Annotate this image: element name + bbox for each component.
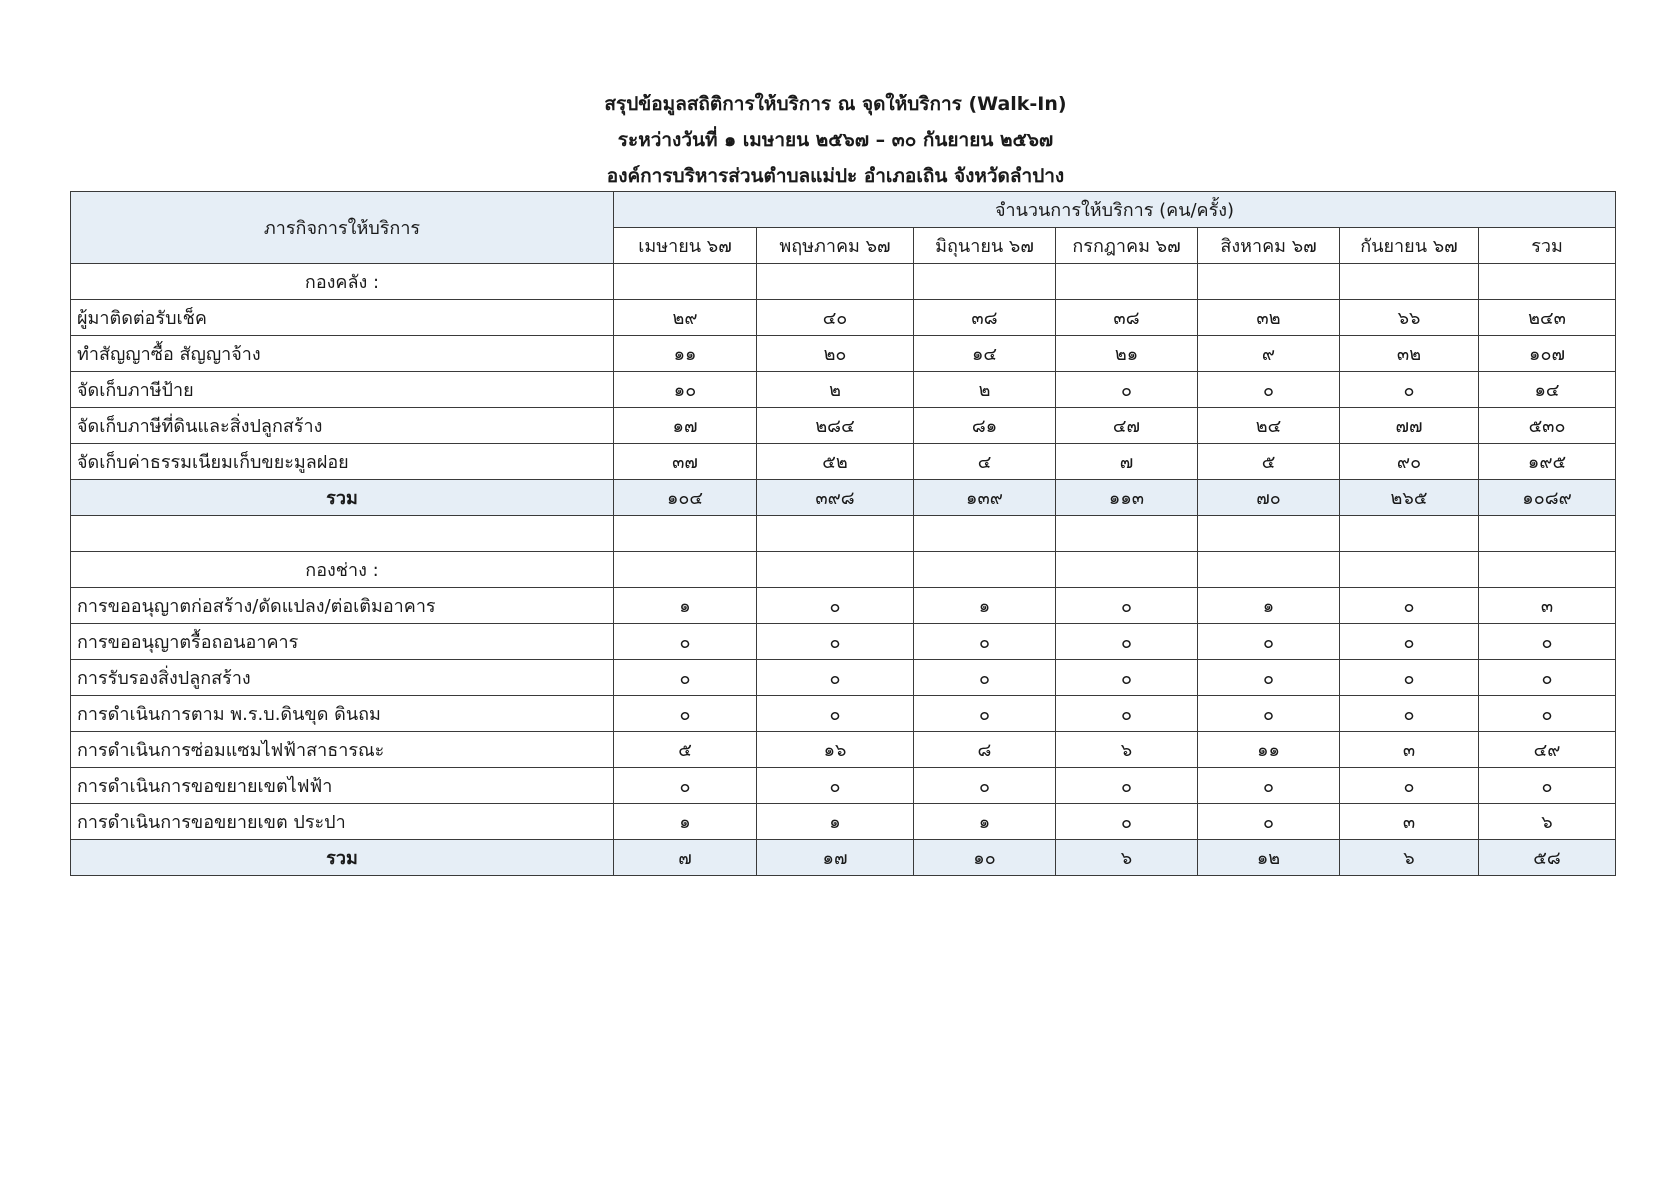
table-row [71,768,1616,804]
service-count-cell: ๐ [1340,372,1479,408]
service-count-cell: ๑ [757,804,914,840]
service-count-cell: ๐ [1056,768,1198,804]
section-total-cell: ๓๙๘ [757,480,914,516]
service-count-cell: ๐ [614,768,757,804]
activity-name: การขออนุญาตก่อสร้าง/ดัดแปลง/ต่อเติมอาคาร [71,588,614,624]
service-count-cell: ๒ [914,372,1056,408]
service-count-cell: ๘ [914,732,1056,768]
service-count-cell: ๔ [914,444,1056,480]
service-count-cell: ๐ [1056,804,1198,840]
section-total-row [71,480,1616,516]
service-count-cell: ๐ [1056,696,1198,732]
section-total-cell: ๕๘ [1479,840,1616,876]
service-count-cell: ๓ [1340,732,1479,768]
empty-cell [914,552,1056,588]
section-total-cell: ๗๐ [1198,480,1340,516]
service-count-cell: ๓ [1340,804,1479,840]
service-count-cell: ๑๔ [1479,372,1616,408]
service-count-cell: ๓๗ [614,444,757,480]
service-count-cell: ๒๔๓ [1479,300,1616,336]
section-total-cell: ๑๓๙ [914,480,1056,516]
report-title-line-3: องค์การบริหารส่วนตำบลแม่ปะ อำเภอเถิน จังหวัดลำปาง [606,165,1065,187]
section-total-cell: ๑๐ [914,840,1056,876]
service-count-cell: ๙๐ [1340,444,1479,480]
service-count-cell: ๐ [1340,588,1479,624]
service-count-cell: ๐ [1198,768,1340,804]
service-count-cell: ๐ [1056,660,1198,696]
finance-section-row [71,264,1616,300]
table-row [71,624,1616,660]
service-count-cell: ๗๗ [1340,408,1479,444]
section-total-cell: ๖ [1340,840,1479,876]
service-count-cell: ๘๑ [914,408,1056,444]
service-count-cell: ๓ [1479,588,1616,624]
service-count-cell: ๐ [1056,624,1198,660]
service-count-cell: ๐ [757,624,914,660]
section-total-cell: ๑๗ [757,840,914,876]
service-count-cell: ๐ [1198,804,1340,840]
activity-name: ผู้มาติดต่อรับเช็ค [71,300,614,336]
section-total-cell: ๒๖๕ [1340,480,1479,516]
service-count-cell: ๒๘๔ [757,408,914,444]
service-count-cell: ๐ [1198,660,1340,696]
empty-cell [614,552,757,588]
service-count-cell: ๐ [614,696,757,732]
empty-cell [757,552,914,588]
service-count-cell: ๑๗ [614,408,757,444]
activity-name: การดำเนินการซ่อมแซมไฟฟ้าสาธารณะ [71,732,614,768]
service-count-cell: ๕๒ [757,444,914,480]
activity-name: การดำเนินการขอขยายเขตไฟฟ้า [71,768,614,804]
empty-cell [1056,264,1198,300]
service-count-cell: ๖ [1056,732,1198,768]
activity-name: จัดเก็บภาษีป้าย [71,372,614,408]
empty-cell [757,516,914,552]
empty-cell [1479,264,1616,300]
service-count-cell: ๐ [614,624,757,660]
service-count-cell: ๓๘ [1056,300,1198,336]
section-total-cell: ๑๐๔ [614,480,757,516]
spacer-row [71,516,1616,552]
section-total-cell: ๖ [1056,840,1198,876]
service-count-cell: ๐ [1479,624,1616,660]
activity-name: ทำสัญญาซื้อ สัญญาจ้าง [71,336,614,372]
table-row [71,696,1616,732]
table-row [71,588,1616,624]
service-count-cell: ๔๐ [757,300,914,336]
service-count-cell: ๓๒ [1340,336,1479,372]
service-count-cell: ๑๙๕ [1479,444,1616,480]
service-count-cell: ๐ [757,588,914,624]
service-count-cell: ๑ [614,588,757,624]
empty-cell [1198,516,1340,552]
service-count-cell: ๐ [1056,588,1198,624]
service-count-cell: ๑๐ [614,372,757,408]
service-count-cell: ๑ [1198,588,1340,624]
service-count-cell: ๐ [914,768,1056,804]
empty-cell [614,264,757,300]
service-count-cell: ๒๙ [614,300,757,336]
service-count-cell: ๐ [1340,624,1479,660]
service-count-cell: ๑๔ [914,336,1056,372]
table-row [71,732,1616,768]
table-row [71,300,1616,336]
engineering-section-row [71,552,1616,588]
service-count-cell: ๐ [1479,696,1616,732]
service-count-cell: ๑๐๗ [1479,336,1616,372]
empty-cell [1198,264,1340,300]
service-count-cell: ๕ [1198,444,1340,480]
service-count-header: จำนวนการให้บริการ (คน/ครั้ง) [614,192,1616,228]
service-count-cell: ๐ [1340,660,1479,696]
service-count-cell: ๖๖ [1340,300,1479,336]
finance-section-label: กองคลัง : [71,264,614,300]
service-count-cell: ๕ [614,732,757,768]
service-count-cell: ๐ [914,696,1056,732]
empty-cell [614,516,757,552]
report-title-line-1: สรุปข้อมูลสถิติการให้บริการ ณ จุดให้บริการ (Walk-In) [604,93,1067,115]
service-count-cell: ๐ [1056,372,1198,408]
empty-cell [1056,516,1198,552]
empty-cell [1340,264,1479,300]
service-count-cell: ๑๖ [757,732,914,768]
service-count-cell: ๐ [1340,768,1479,804]
empty-cell [1479,552,1616,588]
empty-cell [71,516,614,552]
activity-name: จัดเก็บค่าธรรมเนียมเก็บขยะมูลฝอย [71,444,614,480]
service-count-cell: ๐ [757,660,914,696]
table-row [71,444,1616,480]
service-count-cell: ๒ [757,372,914,408]
service-count-cell: ๕๓๐ [1479,408,1616,444]
service-count-cell: ๙ [1198,336,1340,372]
service-count-cell: ๓๒ [1198,300,1340,336]
table-row [71,408,1616,444]
empty-cell [1340,516,1479,552]
service-count-cell: ๐ [1479,768,1616,804]
month-header-may: พฤษภาคม ๖๗ [757,228,914,264]
engineering-section [71,552,1616,876]
activity-name: การขออนุญาตรื้อถอนอาคาร [71,624,614,660]
table-row [71,804,1616,840]
activity-name: การดำเนินการตาม พ.ร.บ.ดินขุด ดินถม [71,696,614,732]
activity-name: การรับรองสิ่งปลูกสร้าง [71,660,614,696]
table-row [71,336,1616,372]
service-count-cell: ๖ [1479,804,1616,840]
month-header-apr: เมษายน ๖๗ [614,228,757,264]
service-count-cell: ๑๑ [614,336,757,372]
month-header-jun: มิถุนายน ๖๗ [914,228,1056,264]
service-count-cell: ๗ [1056,444,1198,480]
section-total-row [71,840,1616,876]
service-count-cell: ๒๑ [1056,336,1198,372]
empty-cell [1056,552,1198,588]
report-title-line-2: ระหว่างวันที่ ๑ เมษายน ๒๕๖๗ – ๓๐ กันยายน ๒๕๖๗ [617,129,1054,151]
service-count-cell: ๔๙ [1479,732,1616,768]
table-row [71,372,1616,408]
service-count-cell: ๔๗ [1056,408,1198,444]
service-count-cell: ๑ [914,804,1056,840]
service-statistics-table [70,191,1616,876]
service-count-cell: ๓๘ [914,300,1056,336]
engineering-section-label: กองช่าง : [71,552,614,588]
service-count-cell: ๐ [757,696,914,732]
header-row [71,192,1616,228]
empty-cell [914,516,1056,552]
activity-name: จัดเก็บภาษีที่ดินและสิ่งปลูกสร้าง [71,408,614,444]
service-count-cell: ๐ [914,660,1056,696]
table-row [71,660,1616,696]
finance-section [71,264,1616,516]
month-header-aug: สิงหาคม ๖๗ [1198,228,1340,264]
service-count-cell: ๐ [614,660,757,696]
section-total-cell: ๑๐๘๙ [1479,480,1616,516]
section-total-label: รวม [71,840,614,876]
empty-cell [1340,552,1479,588]
service-count-cell: ๐ [1479,660,1616,696]
service-count-cell: ๑๑ [1198,732,1340,768]
activity-column-header: ภารกิจการให้บริการ [71,192,614,264]
month-header-total: รวม [1479,228,1616,264]
empty-cell [1479,516,1616,552]
service-count-cell: ๐ [1198,696,1340,732]
service-count-cell: ๑ [914,588,1056,624]
empty-cell [757,264,914,300]
service-count-cell: ๐ [1198,372,1340,408]
spacer-section [71,516,1616,552]
service-count-cell: ๑ [614,804,757,840]
month-header-jul: กรกฎาคม ๖๗ [1056,228,1198,264]
section-total-cell: ๗ [614,840,757,876]
service-count-cell: ๐ [914,624,1056,660]
section-total-cell: ๑๒ [1198,840,1340,876]
section-total-label: รวม [71,480,614,516]
empty-cell [1198,552,1340,588]
service-count-cell: ๒๔ [1198,408,1340,444]
section-total-cell: ๑๑๓ [1056,480,1198,516]
report-title [0,86,1671,194]
activity-name: การดำเนินการขอขยายเขต ประปา [71,804,614,840]
service-count-cell: ๐ [1340,696,1479,732]
service-count-cell: ๒๐ [757,336,914,372]
month-header-sep: กันยายน ๖๗ [1340,228,1479,264]
service-count-cell: ๐ [1198,624,1340,660]
empty-cell [914,264,1056,300]
service-count-cell: ๐ [757,768,914,804]
